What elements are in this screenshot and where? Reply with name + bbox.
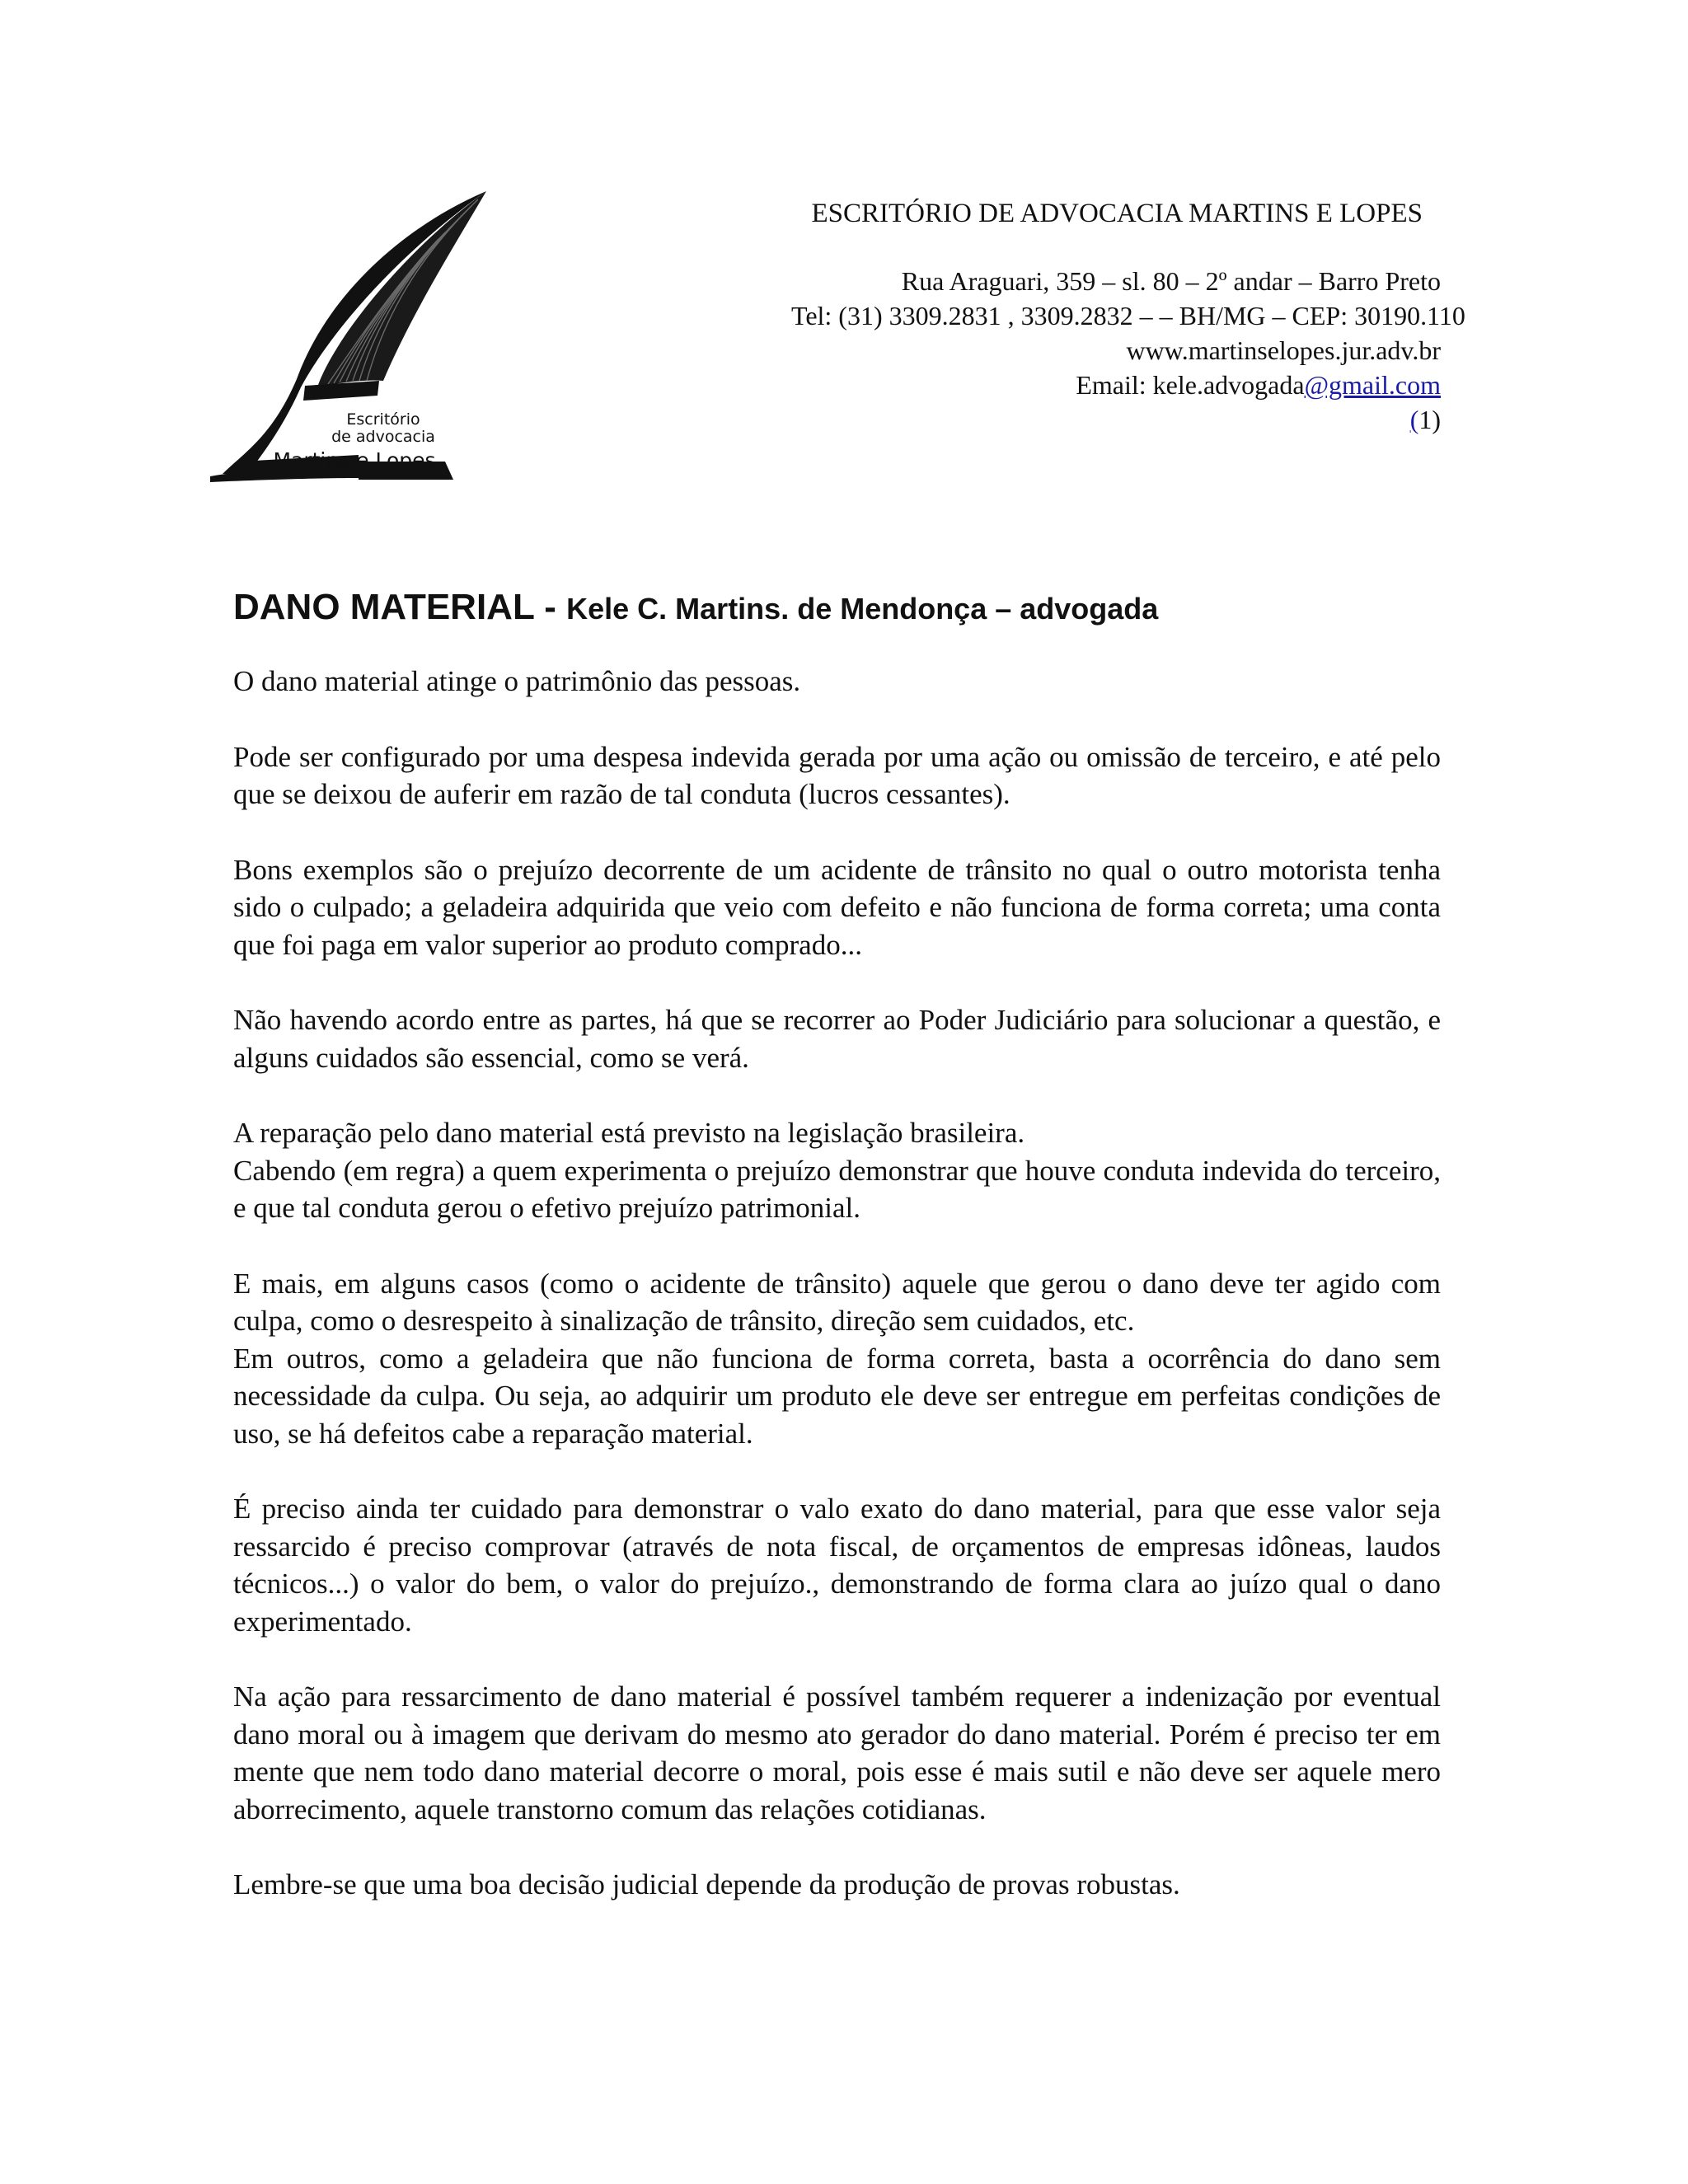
logo-line-3: Martins e Lopes: [273, 448, 436, 472]
email-link[interactable]: @gmail.com: [1304, 370, 1441, 400]
paragraph: O dano material atinge o patrimônio das pessoas.: [233, 665, 801, 697]
contact-block: [791, 264, 1465, 437]
footnote-open[interactable]: (: [1409, 405, 1419, 434]
office-name: ESCRITÓRIO DE ADVOCACIA MARTINS E LOPES: [811, 199, 1423, 228]
paragraph: É preciso ainda ter cuidado para demonstrar o valo exato do dano material, para que esse valor seja ressarcido é preciso comprovar (através de nota fiscal, de orçamentos de empresas idôneas, laudos técnicos...) o valor do bem, o valor do prejuízo., demonstrando de forma clara ao juízo qual o dano experimentado.: [233, 1493, 1441, 1638]
title-author: Kele C. Martins. de Mendonça – advogada: [566, 592, 1159, 626]
paragraph: Em outros, como a geladeira que não funciona de forma correta, basta a ocorrência do dano sem necessidade da culpa. Ou seja, ao adquirir um produto ele deve ser entregue em perfeitas condições de uso, se há defeitos cabe a reparação material.: [233, 1342, 1441, 1450]
logo-text: [264, 412, 445, 471]
phone: Tel: (31) 3309.2831 , 3309.2832 – – BH/MG – CEP: 30190.110: [791, 301, 1465, 330]
website: www.martinselopes.jur.adv.br: [1126, 335, 1441, 365]
address: Rua Araguari, 359 – sl. 80 – 2º andar – Barro Preto: [901, 266, 1441, 296]
paragraph: Pode ser configurado por uma despesa indevida gerada por uma ação ou omissão de terceiro, e até pelo que se deixou de auferir em razão de tal conduta (lucros cessantes).: [233, 740, 1441, 810]
paragraph: Bons exemplos são o prejuízo decorrente de um acidente de trânsito no qual o outro motorista tenha sido o culpado; a geladeira adquirida que veio com defeito e não funciona de forma correta; uma conta que foi paga em valor superior ao produto comprado...: [233, 853, 1441, 961]
paragraph: A reparação pelo dano material está previsto na legislação brasileira.: [233, 1117, 1025, 1149]
paragraph: Não havendo acordo entre as partes, há que se recorrer ao Poder Judiciário para solucionar a questão, e alguns cuidados são essencial, como se verá.: [233, 1004, 1441, 1074]
paragraph: Cabendo (em regra) a quem experimenta o prejuízo demonstrar que houve conduta indevida do terceiro, e que tal conduta gerou o efetivo prejuízo patrimonial.: [233, 1154, 1441, 1224]
email-label: Email: kele.advogada: [1076, 370, 1305, 400]
email: [791, 368, 1441, 402]
logo-line-2: de advocacia: [331, 428, 435, 446]
footnote-rest[interactable]: 1): [1418, 405, 1441, 434]
footnote-ref[interactable]: [791, 402, 1441, 437]
logo-line-1: Escritório: [346, 410, 420, 429]
article-title: [233, 587, 1158, 628]
article-body: [233, 663, 1441, 1942]
paragraph: Lembre-se que uma boa decisão judicial depende da produção de provas robustas.: [233, 1868, 1180, 1900]
title-main: DANO MATERIAL -: [233, 587, 567, 627]
paragraph: E mais, em alguns casos (como o acidente de trânsito) aquele que gerou o dano deve ter agido com culpa, como o desrespeito à sinalização de trânsito, direção sem cuidados, etc.: [233, 1267, 1441, 1337]
paragraph: Na ação para ressarcimento de dano material é possível também requerer a indenização por eventual dano moral ou à imagem que derivam do mesmo ato gerador do dano material. Porém é preciso ter em mente que nem todo dano material decorre o moral, pois esse é mais sutil e não deve ser aquele mero aborrecimento, aquele transtorno comum das relações cotidianas.: [233, 1680, 1441, 1825]
